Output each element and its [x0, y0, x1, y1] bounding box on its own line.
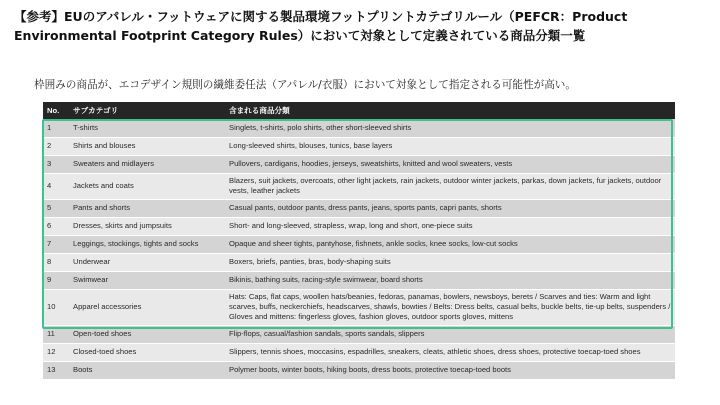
row-no: 7 — [43, 235, 69, 253]
table-row — [43, 289, 675, 325]
row-no: 4 — [43, 173, 69, 199]
row-subcategory: Swimwear — [69, 271, 225, 289]
table-row — [43, 361, 675, 379]
row-subcategory: Jackets and coats — [69, 173, 225, 199]
row-subcategory: Open-toed shoes — [69, 325, 225, 343]
row-products: Polymer boots, winter boots, hiking boots, dress boots, protective toecap-toed boots — [225, 361, 675, 379]
table-row — [43, 253, 675, 271]
row-products: Slippers, tennis shoes, moccasins, espadrilles, sneakers, cleats, athletic shoes, dress shoes, protective toecap-toed shoes — [225, 343, 675, 361]
row-no: 3 — [43, 155, 69, 173]
row-no: 13 — [43, 361, 69, 379]
row-no: 12 — [43, 343, 69, 361]
row-no: 10 — [43, 289, 69, 325]
row-products: Bikinis, bathing suits, racing-style swimwear, board shorts — [225, 271, 675, 289]
row-no: 5 — [43, 199, 69, 217]
row-products: Long-sleeved shirts, blouses, tunics, base layers — [225, 137, 675, 155]
product-category-table — [43, 102, 675, 380]
table-row — [43, 271, 675, 289]
table-row — [43, 199, 675, 217]
row-products: Opaque and sheer tights, pantyhose, fishnets, ankle socks, knee socks, low-cut socks — [225, 235, 675, 253]
row-products: Casual pants, outdoor pants, dress pants, jeans, sports pants, capri pants, shorts — [225, 199, 675, 217]
table-row — [43, 137, 675, 155]
table-row — [43, 119, 675, 137]
row-subcategory: Pants and shorts — [69, 199, 225, 217]
row-products: Blazers, suit jackets, overcoats, other light jackets, rain jackets, outdoor winter jackets, parkas, down jackets, fur jackets, outdoor vests, leather jackets — [225, 173, 675, 199]
table-row — [43, 217, 675, 235]
row-no: 6 — [43, 217, 69, 235]
row-products: Pullovers, cardigans, hoodies, jerseys, sweatshirts, knitted and wool sweaters, vests — [225, 155, 675, 173]
row-products: Boxers, briefs, panties, bras, body-shaping suits — [225, 253, 675, 271]
row-no: 1 — [43, 119, 69, 137]
row-subcategory: T-shirts — [69, 119, 225, 137]
header-subcategory: サブカテゴリ — [69, 102, 225, 119]
row-no: 2 — [43, 137, 69, 155]
table-row — [43, 325, 675, 343]
row-products: Flip-flops, casual/fashion sandals, sports sandals, slippers — [225, 325, 675, 343]
row-subcategory: Dresses, skirts and jumpsuits — [69, 217, 225, 235]
row-subcategory: Boots — [69, 361, 225, 379]
page-subtitle: 枠囲みの商品が、エコデザイン規則の繊維委任法（アパレル/衣服）において対象として指定される可能性が高い。 — [34, 79, 576, 91]
header-no: No. — [43, 102, 69, 119]
row-no: 8 — [43, 253, 69, 271]
table-row — [43, 155, 675, 173]
page-title: 【参考】EUのアパレル・フットウェアに関する製品環境フットプリントカテゴリルール（PEFCR：Product Environmental Footprint Category Rules）において対象として定義されている商品分類一覧 — [14, 9, 628, 43]
table-row — [43, 343, 675, 361]
row-no: 9 — [43, 271, 69, 289]
table-row — [43, 173, 675, 199]
row-subcategory: Underwear — [69, 253, 225, 271]
row-subcategory: Closed-toed shoes — [69, 343, 225, 361]
table-row — [43, 235, 675, 253]
row-products: Hats: Caps, flat caps, woollen hats/beanies, fedoras, panamas, bowlers, newsboys, berets / Scarves and ties: Warm and light scarves, buffs, neckerchiefs, headscarves, shawls, bowties / Belts: Dress belts, casual belts, buckle belts, tie-up belts, suspenders / Gloves and mittens: fingerless gloves, fashion gloves, outdoor sports gloves, mittens — [225, 289, 675, 325]
header-products: 含まれる商品分類 — [225, 102, 675, 119]
table-header-row — [43, 102, 675, 119]
row-products: Short- and long-sleeved, strapless, wrap, long and short, one-piece suits — [225, 217, 675, 235]
row-subcategory: Leggings, stockings, tights and socks — [69, 235, 225, 253]
row-subcategory: Sweaters and midlayers — [69, 155, 225, 173]
row-products: Singlets, t-shirts, polo shirts, other short-sleeved shirts — [225, 119, 675, 137]
row-subcategory: Shirts and blouses — [69, 137, 225, 155]
row-no: 11 — [43, 325, 69, 343]
row-subcategory: Apparel accessories — [69, 289, 225, 325]
